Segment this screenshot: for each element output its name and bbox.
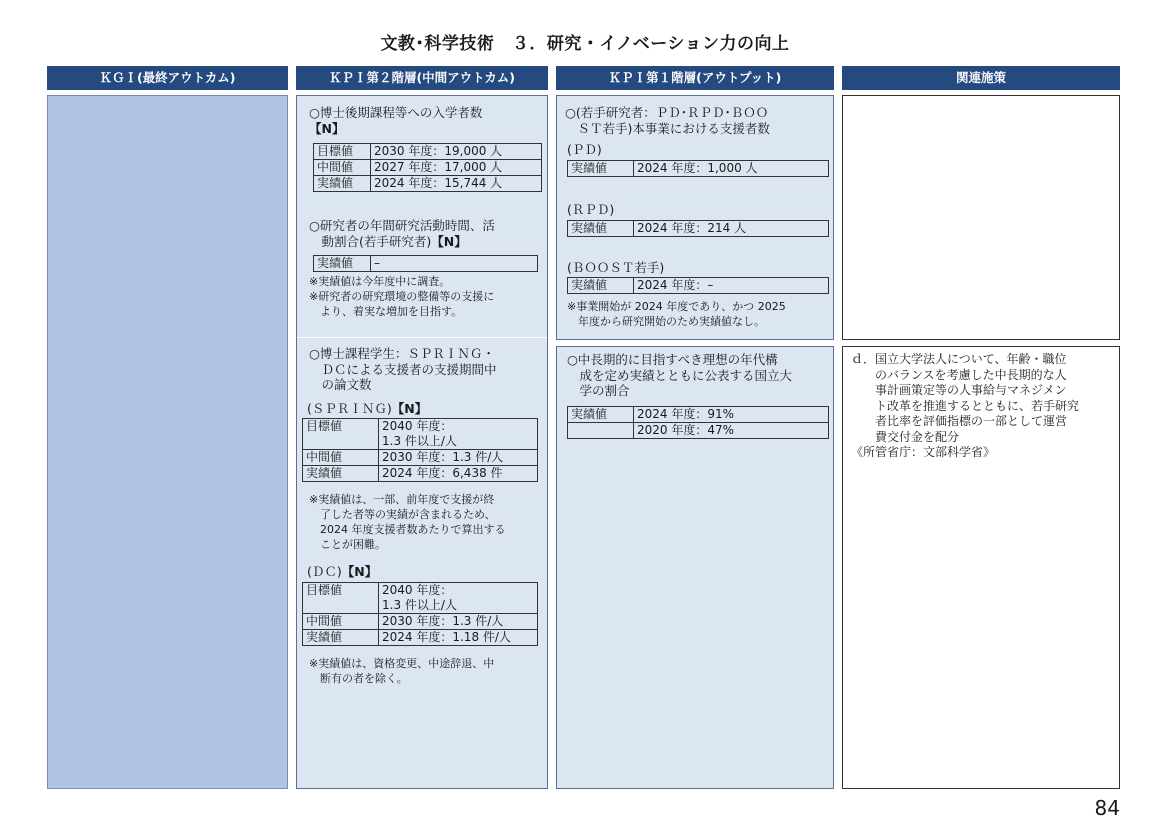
- kpi1-item-1-rpd-table: 実績値 2024 年度：214 人: [567, 220, 829, 237]
- measure-item-d: ｄ．国立大学法人について、年齢・職位 のバランスを考慮した中長期的な人 事計画策定等の人事給与マネジメン ト改革を推進するとともに、若手研究 者比率を評価指標の一部として運営 費交付金を配分 《所管省庁：文部科学省》: [851, 352, 1080, 459]
- kpi2-item-2-title: ○研究者の年間研究活動時間、活 動割合(若手研究者)【N】: [309, 218, 495, 249]
- kpi1-item-1-pd-label: (ＰＤ): [567, 142, 602, 157]
- kpi1-item-1-title: ○(若手研究者：ＰＤ･ＲＰＤ･ＢＯＯ ＳＴ若手)本事業における支援者数: [565, 105, 770, 136]
- measures-box-2: [842, 346, 1120, 789]
- kpi2-item-3-subtitle-dc: (ＤＣ)【N】: [307, 564, 378, 579]
- kpi2-item-3-spring-table: 目標値 2040 年度： 1.3 件以上/人 中間値 2030 年度：1.3 件/人 実績値 2024 年度：6,438 件: [302, 418, 538, 482]
- kpi2-column: [296, 95, 548, 789]
- kpi1-item-1-note: ※事業開始が 2024 年度であり、かつ 2025 年度から研究開始のため実績値なし。: [567, 300, 786, 328]
- kgi-column: [47, 95, 288, 789]
- kpi1-item-1-pd-table: 実績値 2024 年度：1,000 人: [567, 160, 829, 177]
- column-header-kgi: ＫＧＩ(最終アウトカム): [47, 66, 288, 90]
- kpi2-item-1-title: ○博士後期課程等への入学者数 【N】: [309, 105, 483, 136]
- kpi2-item-2-note: ※実績値は今年度中に調査。 ※研究者の研究環境の整備等の支援に より、着実な増加を目指す。: [309, 275, 495, 318]
- kpi1-item-2-table: 実績値 2024 年度：91% 2020 年度：47%: [567, 406, 829, 439]
- kpi2-item-1-table: 目標値 2030 年度：19,000 人 中間値 2027 年度：17,000 人 実績値 2024 年度：15,744 人: [313, 143, 542, 192]
- kpi1-item-1-boost-table: 実績値 2024 年度：–: [567, 277, 829, 294]
- kpi1-item-2-title: ○中長期的に目指すべき理想の年代構 成を定め実績とともに公表する国立大 学の割合: [567, 352, 793, 398]
- kpi1-box-2: [556, 346, 834, 789]
- column-header-measures: 関連施策: [842, 66, 1120, 90]
- kpi1-box-1: [556, 95, 834, 340]
- column-header-kpi2: ＫＰＩ第２階層(中間アウトカム): [296, 66, 548, 90]
- kpi1-item-1-rpd-label: (ＲＰＤ): [567, 202, 615, 217]
- kpi1-item-1-boost-label: (ＢＯＯＳＴ若手): [567, 260, 665, 275]
- kpi2-item-3-subtitle-spring: (ＳＰＲＩＮＧ)【N】: [307, 401, 428, 416]
- page-number: 84: [1094, 796, 1120, 820]
- kpi2-item-3-note-dc: ※実績値は、資格変更、中途辞退、中 断有の者を除く。: [309, 657, 495, 685]
- kpi2-item-2-table: 実績値 –: [313, 255, 538, 272]
- page-title: 文教･科学技術 ３．研究・イノベーション力の向上: [380, 34, 790, 54]
- measures-box-1: [842, 95, 1120, 340]
- kpi2-item-3-title: ○博士課程学生：ＳＰＲＩＮＧ・ ＤＣによる支援者の支援期間中 の論文数: [309, 346, 497, 392]
- column-header-kpi1: ＫＰＩ第１階層(アウトプット): [556, 66, 834, 90]
- kpi2-item-3-dc-table: 目標値 2040 年度： 1.3 件以上/人 中間値 2030 年度：1.3 件/人 実績値 2024 年度：1.18 件/人: [302, 582, 538, 646]
- divider: [297, 337, 547, 338]
- kpi2-item-3-note-spring: ※実績値は、一部、前年度で支援が終 了した者等の実績が含まれるため、 2024 年度支援者数あたりで算出する ことが困難。: [309, 493, 506, 551]
